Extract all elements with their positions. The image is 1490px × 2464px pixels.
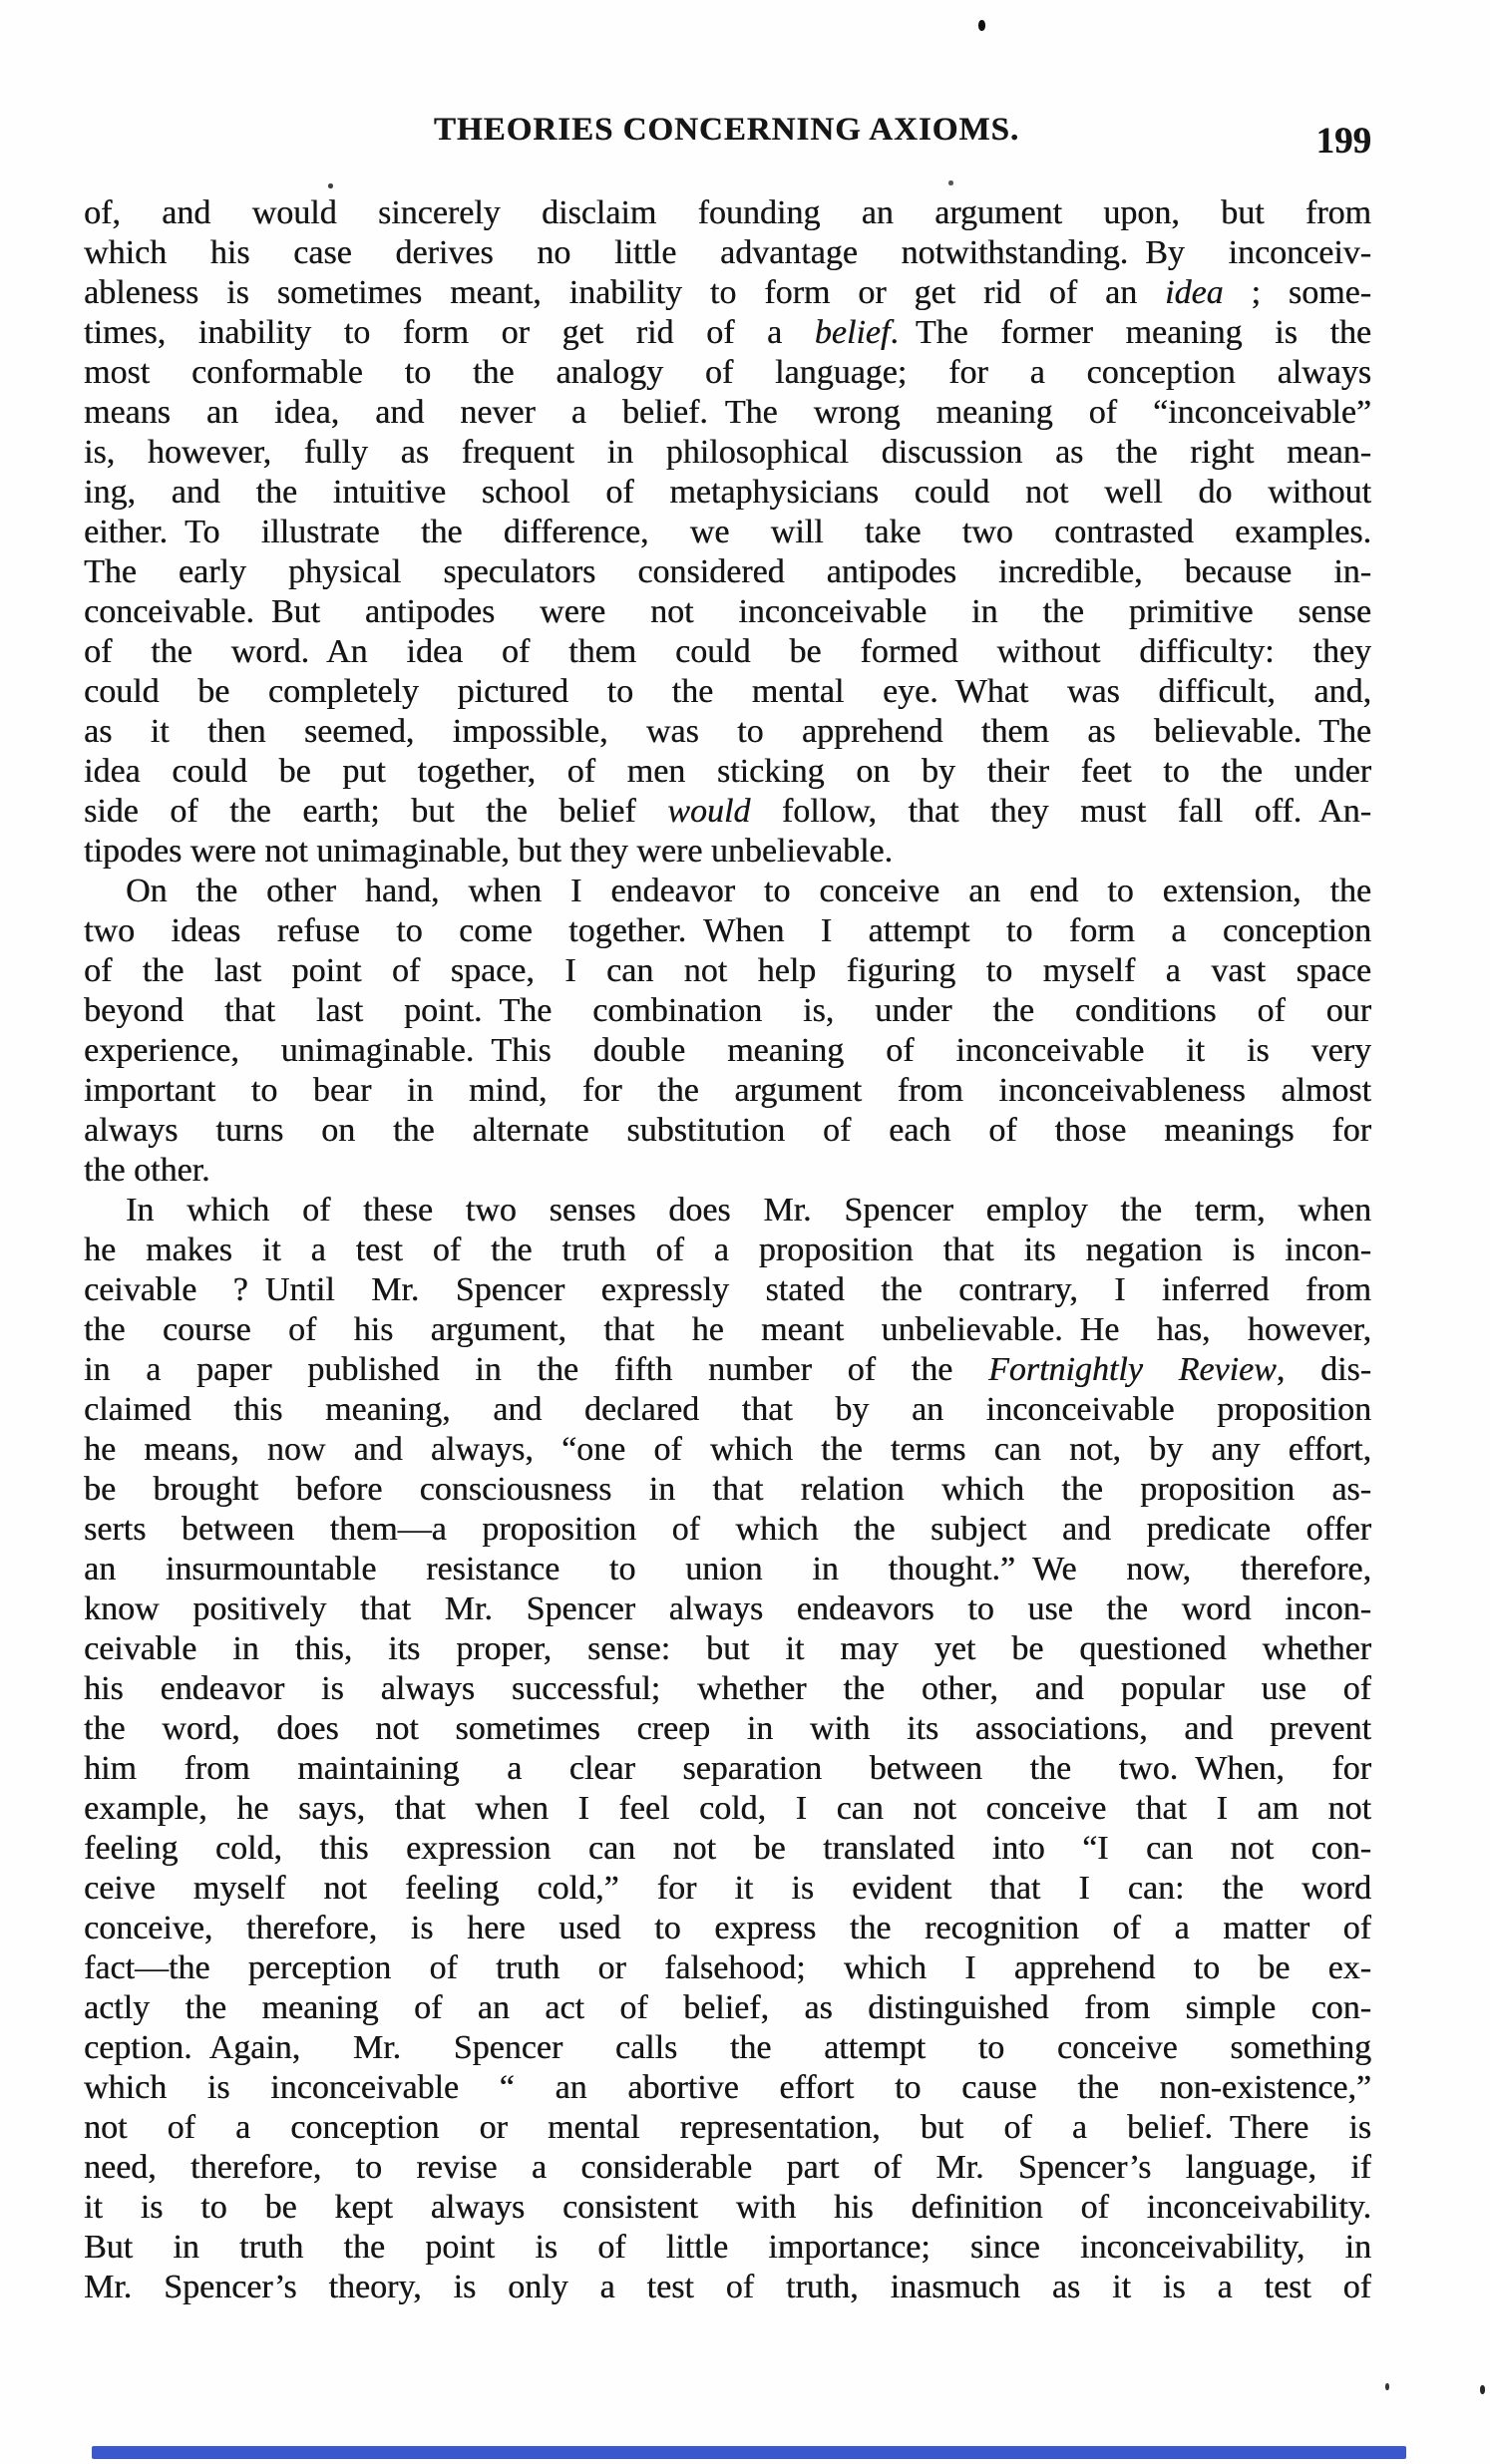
body-line [84, 1669, 1371, 1709]
italic-text: belief [814, 314, 891, 351]
body-line [84, 273, 1371, 313]
text-segment: ing, and the intuitive school of metaphysicians could not well do without [84, 474, 1371, 511]
text-segment: . The former meaning is the [890, 314, 1371, 351]
italic-text: idea [1165, 274, 1224, 311]
text-segment: he makes it a test of the truth of a proposition that its negation is incon- [84, 1232, 1371, 1268]
text-segment: two ideas refuse to come together. When I attempt to form a conception [84, 912, 1371, 949]
text-segment: tipodes were not unimaginable, but they were unbelievable. [84, 833, 894, 870]
text-segment: which is inconceivable “ an abortive effort to cause the non-existence,” [84, 2069, 1371, 2106]
body-line [84, 1829, 1371, 1869]
body-line [84, 632, 1371, 672]
ink-speck [328, 183, 333, 188]
text-segment: , dis- [1276, 1351, 1371, 1388]
text-segment: actly the meaning of an act of belief, as distinguished from simple con- [84, 1989, 1371, 2026]
text-segment: ceive myself not feeling cold,” for it is evident that I can: the word [84, 1870, 1371, 1907]
text-segment: idea could be put together, of men sticking on by their feet to the under [84, 753, 1371, 790]
text-segment: know positively that Mr. Spencer always endeavors to use the word incon- [84, 1590, 1371, 1627]
body-line [84, 552, 1371, 592]
text-segment: the word, does not sometimes creep in with its associations, and prevent [84, 1710, 1371, 1747]
ink-speck [1385, 2383, 1389, 2390]
footer-progress-bar [92, 2446, 1406, 2459]
page-title: THEORIES CONCERNING AXIOMS. [433, 112, 1020, 148]
body-line [84, 1709, 1371, 1749]
body-line [84, 832, 1371, 872]
italic-text: would [667, 793, 751, 830]
text-segment: important to bear in mind, for the argument from inconceivableness almost [84, 1072, 1371, 1109]
body-line [84, 1071, 1371, 1111]
body-line [84, 1589, 1371, 1629]
body-line [84, 672, 1371, 712]
text-segment: side of the earth; but the belief [84, 793, 668, 830]
body-line [84, 1629, 1371, 1669]
text-segment: Mr. Spencer’s theory, is only a test of truth, inasmuch as it is a test of [84, 2269, 1371, 2305]
body-line [84, 2028, 1371, 2068]
text-segment: conceivable. But antipodes were not inconceivable in the primitive sense [84, 593, 1371, 630]
body-line [84, 1869, 1371, 1909]
text-segment: ableness is sometimes meant, inability to form or get rid of an [84, 274, 1166, 311]
body-line [84, 1749, 1371, 1789]
body-line [84, 433, 1371, 473]
body-line [84, 473, 1371, 513]
page-body [84, 193, 1371, 2307]
text-segment: him from maintaining a clear separation between the two. When, for [84, 1750, 1371, 1787]
body-line [84, 1470, 1371, 1510]
text-segment: an insurmountable resistance to union in thought.” We now, therefore, [84, 1551, 1371, 1587]
body-line [84, 1510, 1371, 1550]
body-line [84, 1350, 1371, 1390]
text-segment: be brought before consciousness in that relation which the proposition as- [84, 1471, 1371, 1508]
text-segment: need, therefore, to revise a considerable part of Mr. Spencer’s language, if [84, 2149, 1371, 2186]
body-line [84, 1909, 1371, 1948]
body-line [84, 752, 1371, 792]
text-segment: could be completely pictured to the mental eye. What was difficult, and, [84, 673, 1371, 710]
body-line [84, 1111, 1371, 1151]
body-line [84, 1270, 1371, 1310]
body-line [84, 193, 1371, 233]
text-segment: his endeavor is always successful; whether the other, and popular use of [84, 1670, 1371, 1707]
running-head [82, 112, 1371, 162]
body-line [84, 2228, 1371, 2268]
text-segment: ; some- [1223, 274, 1371, 311]
text-segment: serts between them—a proposition of which the subject and predicate offer [84, 1511, 1371, 1548]
body-line [84, 1390, 1371, 1430]
body-line [84, 872, 1371, 911]
ink-speck [978, 20, 985, 31]
ink-speck [1480, 2385, 1485, 2394]
text-segment: ceivable ? Until Mr. Spencer expressly stated the contrary, I inferred from [84, 1271, 1371, 1308]
text-segment: The early physical speculators considered antipodes incredible, because in- [84, 553, 1371, 590]
text-segment: the course of his argument, that he meant unbelievable. He has, however, [84, 1311, 1371, 1348]
text-segment: not of a conception or mental representation, but of a belief. There is [84, 2109, 1371, 2146]
body-line [84, 592, 1371, 632]
body-line [84, 1151, 1371, 1191]
text-segment: experience, unimaginable. This double meaning of inconceivable it is very [84, 1032, 1371, 1069]
body-line [84, 991, 1371, 1031]
text-segment: fact—the perception of truth or falsehood; which I apprehend to be ex- [84, 1949, 1371, 1986]
text-segment: conceive, therefore, is here used to express the recognition of a matter of [84, 1910, 1371, 1946]
text-segment: feeling cold, this expression can not be translated into “I can not con- [84, 1830, 1371, 1867]
body-line [84, 911, 1371, 951]
body-line [84, 2188, 1371, 2228]
text-segment: either. To illustrate the difference, we will take two contrasted examples. [84, 514, 1371, 550]
text-segment: always turns on the alternate substitution of each of those meanings for [84, 1112, 1371, 1149]
text-segment: example, he says, that when I feel cold, I can not conceive that I am not [84, 1790, 1371, 1827]
text-segment: he means, now and always, “one of which the terms can not, by any effort, [84, 1431, 1371, 1468]
text-segment: most conformable to the analogy of language; for a conception always [84, 354, 1371, 391]
body-line [84, 1191, 1371, 1231]
body-line [84, 1550, 1371, 1589]
text-segment: On the other hand, when I endeavor to conceive an end to extension, the [126, 873, 1371, 909]
text-segment: ception. Again, Mr. Spencer calls the attempt to conceive something [84, 2029, 1371, 2066]
body-paragraph [84, 872, 1371, 1191]
body-line [84, 313, 1371, 353]
body-paragraph [84, 193, 1371, 872]
text-segment: ceivable in this, its proper, sense: but it may yet be questioned whether [84, 1630, 1371, 1667]
ink-speck [948, 180, 953, 185]
text-segment: as it then seemed, impossible, was to apprehend them as believable. The [84, 713, 1371, 750]
text-segment: of the word. An idea of them could be formed without difficulty: they [84, 633, 1371, 670]
body-line [84, 712, 1371, 752]
text-segment: the other. [84, 1152, 210, 1189]
text-segment: of the last point of space, I can not help figuring to myself a vast space [84, 952, 1371, 989]
body-line [84, 353, 1371, 393]
text-segment: But in truth the point is of little importance; since inconceivability, in [84, 2229, 1371, 2266]
text-segment: in a paper published in the fifth number of the [84, 1351, 988, 1388]
text-segment: which his case derives no little advantage notwithstanding. By inconceiv- [84, 234, 1371, 271]
text-segment: of, and would sincerely disclaim founding an argument upon, but from [84, 194, 1371, 231]
text-segment: means an idea, and never a belief. The wrong meaning of “inconceivable” [84, 394, 1371, 431]
body-line [84, 2108, 1371, 2148]
body-line [84, 1948, 1371, 1988]
body-line [84, 2068, 1371, 2108]
body-line [84, 233, 1371, 273]
body-line [84, 1310, 1371, 1350]
body-line [84, 393, 1371, 433]
body-line [84, 1789, 1371, 1829]
body-line [84, 1031, 1371, 1071]
text-segment: claimed this meaning, and declared that by an inconceivable proposition [84, 1391, 1371, 1428]
page-number: 199 [1315, 121, 1371, 162]
text-segment: is, however, fully as frequent in philosophical discussion as the right mean- [84, 434, 1371, 471]
body-line [84, 951, 1371, 991]
text-segment: In which of these two senses does Mr. Spencer employ the term, when [126, 1192, 1371, 1229]
text-segment: follow, that they must fall off. An- [750, 793, 1371, 830]
body-line [84, 792, 1371, 832]
italic-text: Fortnightly Review [987, 1351, 1277, 1388]
text-segment: beyond that last point. The combination is, under the conditions of our [84, 992, 1371, 1029]
text-segment: times, inability to form or get rid of a [84, 314, 815, 351]
body-line [84, 513, 1371, 552]
body-line [84, 1988, 1371, 2028]
body-line [84, 2148, 1371, 2188]
body-line [84, 1231, 1371, 1270]
body-line [84, 2268, 1371, 2307]
text-segment: it is to be kept always consistent with his definition of inconceivability. [84, 2189, 1371, 2226]
body-line [84, 1430, 1371, 1470]
body-paragraph [84, 1191, 1371, 2307]
